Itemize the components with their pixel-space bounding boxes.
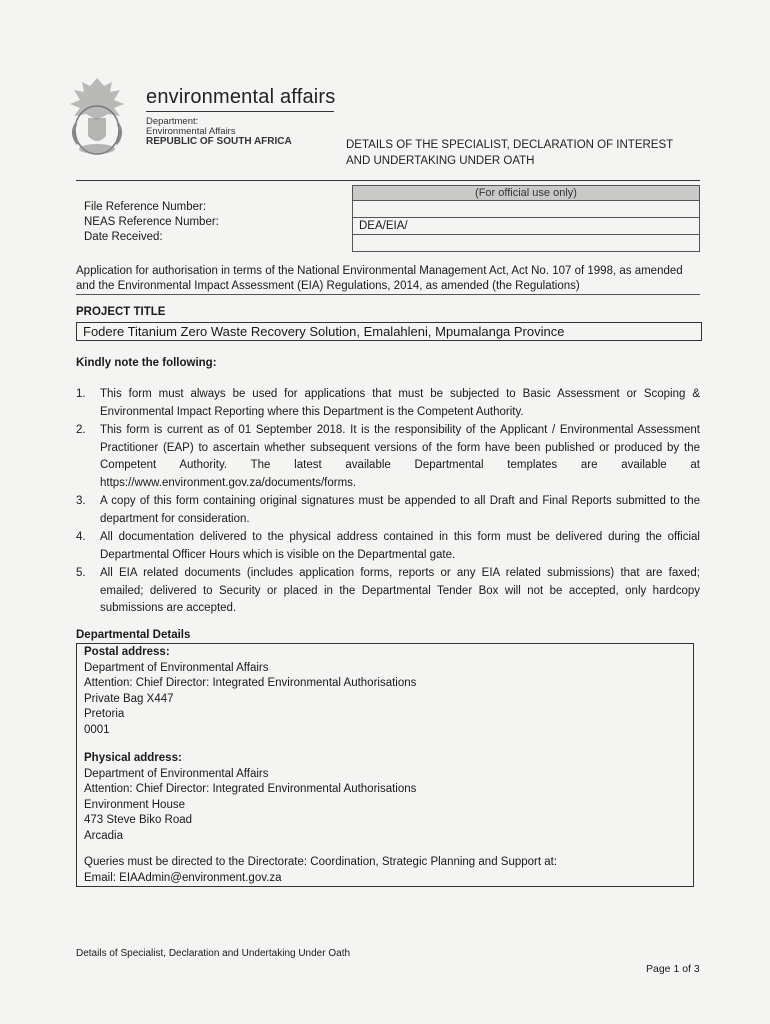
notes-heading: Kindly note the following: [76,357,217,369]
departmental-details-heading: Departmental Details [76,629,191,641]
list-item: 1. This form must always be used for applications that must be subjected to Basic Assessment or Scoping & Environmental Impact Reporting where this Department is the Competent Authority. [76,388,700,418]
org-name: environmental affairs [146,86,336,108]
page-number: Page 1 of 3 [646,963,700,975]
dept-label: Department: [146,116,199,127]
country-name: REPUBLIC OF SOUTH AFRICA [146,136,292,147]
list-item: 5. All EIA related documents (includes application forms, reports or any EIA related submissions) that are faxed; emailed; delivered to Security or placed in the Departmental Tender Box will not be accepted, only hardcopy submissions are accepted. [76,567,700,614]
project-title-field[interactable]: Fodere Titanium Zero Waste Recovery Solution, Emalahleni, Mpumalanga Province [76,322,702,341]
coat-of-arms-icon [62,74,132,158]
document-title [346,137,706,169]
list-item: 4. All documentation delivered to the physical address contained in this form must be delivered during the official Departmental Officer Hours which is visible on the Departmental gate. [76,531,700,561]
project-title-heading: PROJECT TITLE [76,306,166,318]
list-item: 3. A copy of this form containing original signatures must be appended to all Draft and Final Reports submitted to the department for consideration. [76,495,700,525]
email-link[interactable]: Email: EIAAdmin@environment.gov.za [84,871,282,884]
queries-block [84,855,557,886]
title-line-2: AND UNDERTAKING UNDER OATH [346,155,535,167]
physical-line: Attention: Chief Director: Integrated Environmental Authorisations [84,783,417,795]
date-received-field[interactable] [352,235,700,252]
physical-line: Department of Environmental Affairs [84,767,269,780]
file-ref-label: File Reference Number: [84,201,207,213]
dept-name: Environmental Affairs [146,126,236,137]
list-item: 2. This form is current as of 01 September 2018. It is the responsibility of the Applicant / Environmental Assessment Practitioner (EAP) to ascertain whether subsequent versions of the form have been published or produced by the Competent Authority. The latest available Departmental templates are available at https://www.environment.gov.za/documents/forms. [76,424,700,489]
physical-line: 473 Steve Biko Road [84,814,193,826]
header-divider [76,180,700,181]
date-received-label: Date Received: [84,231,163,243]
intro-divider [76,294,700,295]
file-ref-field[interactable] [352,201,700,218]
postal-label: Postal address: [84,646,170,658]
title-line-1: DETAILS OF THE SPECIALIST, DECLARATION OF INTEREST [346,139,674,151]
postal-line: Department of Environmental Affairs [84,661,269,674]
physical-address [84,751,416,844]
neas-ref-label: NEAS Reference Number: [84,216,219,228]
physical-label: Physical address: [84,752,182,764]
physical-line: Arcadia [84,829,123,842]
postal-line: Pretoria [84,708,125,720]
notes-list [76,386,700,619]
postal-address [84,645,416,738]
postal-line: Attention: Chief Director: Integrated Environmental Authorisations [84,677,417,689]
postal-line: 0001 [84,723,110,736]
physical-line: Environment House [84,798,185,811]
queries-text: Queries must be directed to the Directorate: Coordination, Strategic Planning and Support at: [84,856,558,868]
neas-ref-field[interactable]: DEA/EIA/ [352,218,700,235]
footer-text: Details of Specialist, Declaration and Undertaking Under Oath [76,948,351,959]
official-use-box [352,185,700,252]
intro-paragraph: Application for authorisation in terms of the National Environmental Management Act, Act No. 107 of 1998, as amended and the Environmental Impact Assessment (EIA) Regulations, 2014, as amended (the Regulations) [76,265,683,292]
org-divider [146,111,334,112]
official-use-header: (For official use only) [352,185,700,201]
postal-line: Private Bag X447 [84,692,174,705]
